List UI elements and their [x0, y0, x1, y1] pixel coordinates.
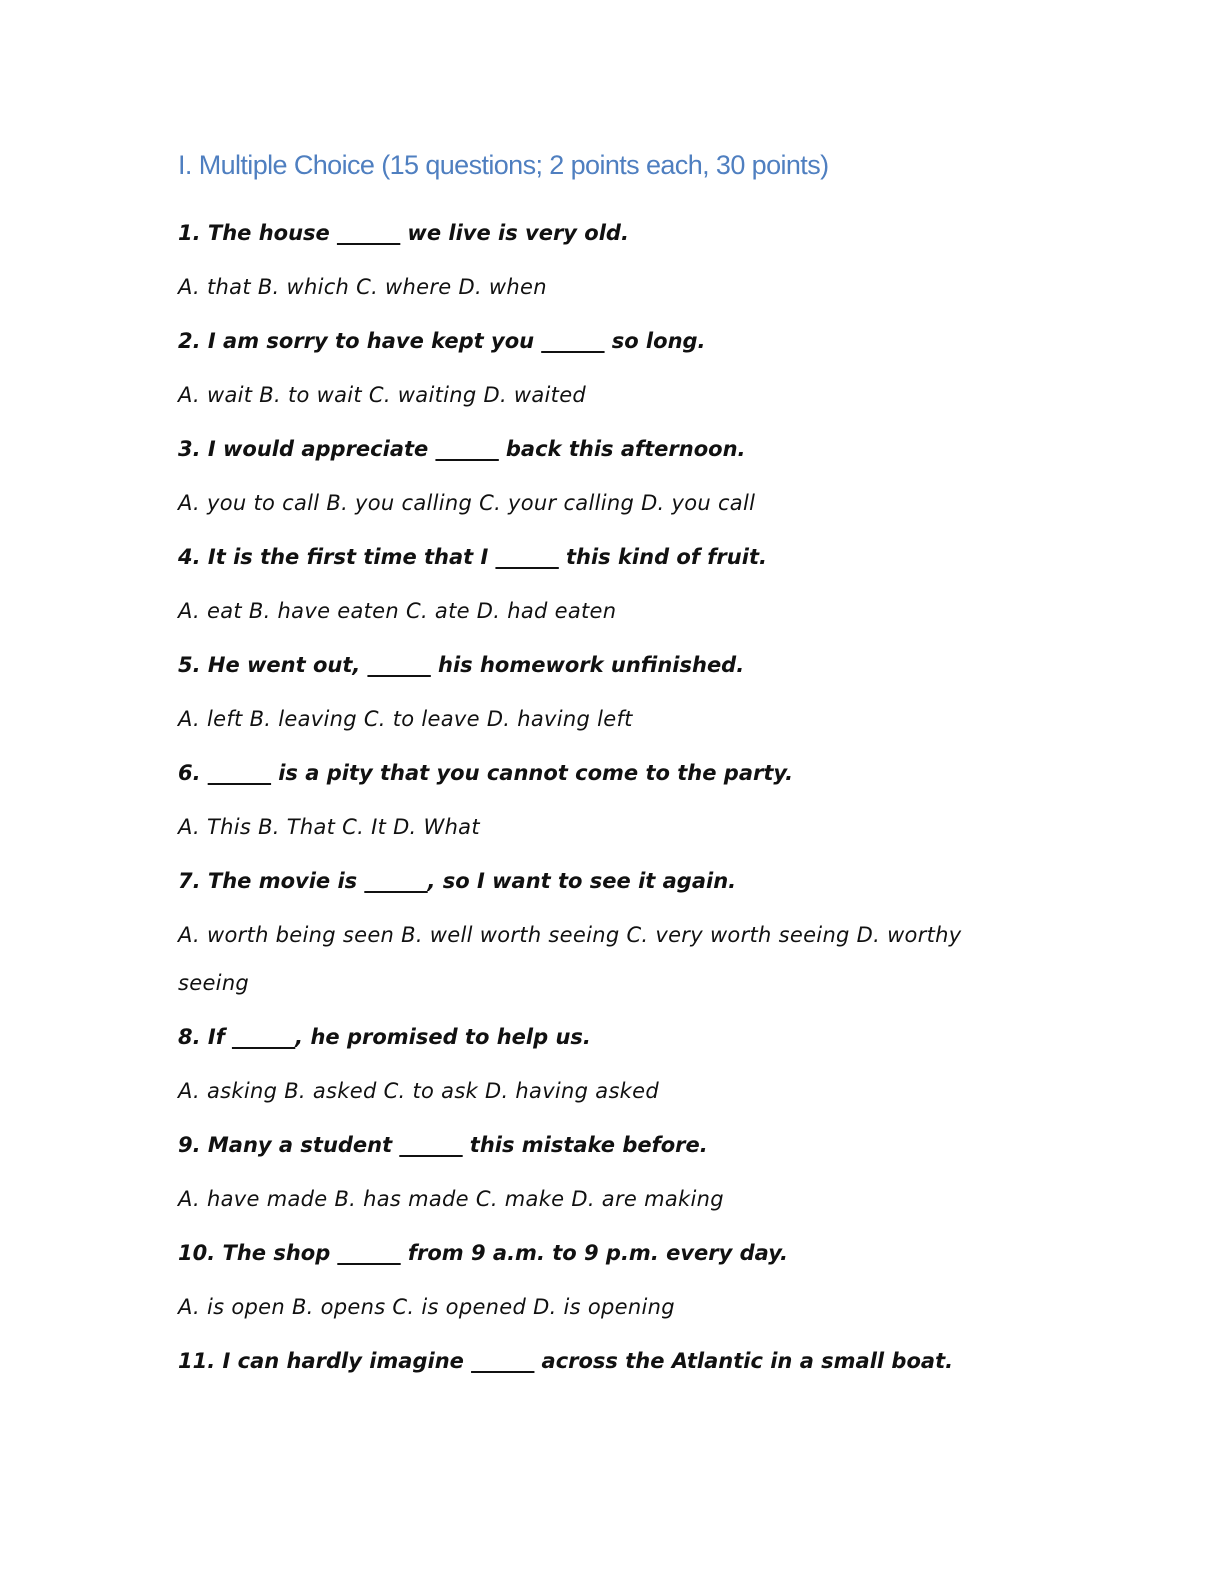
question-stem: 8. If ______, he promised to help us. [178, 1025, 591, 1049]
answer-choices: A. left B. leaving C. to leave D. having left [178, 707, 633, 731]
question-stem: 3. I would appreciate ______ back this afternoon. [178, 437, 746, 461]
answer-choices: A. is open B. opens C. is opened D. is opening [178, 1295, 675, 1319]
question-stem: 1. The house ______ we live is very old. [178, 221, 629, 245]
question-stem: 9. Many a student ______ this mistake before. [178, 1133, 708, 1157]
question-stem: 10. The shop ______ from 9 a.m. to 9 p.m. every day. [178, 1241, 788, 1265]
question-stem: 4. It is the first time that I ______ this kind of fruit. [178, 545, 767, 569]
answer-choices: A. eat B. have eaten C. ate D. had eaten [178, 599, 617, 623]
question-stem: 5. He went out, ______ his homework unfinished. [178, 653, 745, 677]
question-stem: 11. I can hardly imagine ______ across the Atlantic in a small boat. [178, 1349, 954, 1373]
question-list [178, 206, 1038, 1388]
question-stem: 2. I am sorry to have kept you ______ so long. [178, 329, 706, 353]
answer-choices: A. have made B. has made C. make D. are making [178, 1187, 724, 1211]
section-heading: I. Multiple Choice (15 questions; 2 points each, 30 points) [178, 150, 829, 180]
question-stem: 7. The movie is ______, so I want to see it again. [178, 869, 737, 893]
answer-choices: A. asking B. asked C. to ask D. having asked [178, 1079, 659, 1103]
question-stem: 6. ______ is a pity that you cannot come to the party. [178, 761, 794, 785]
answer-choices: A. worth being seen B. well worth seeing C. very worth seeing D. worthy seeing [178, 923, 962, 995]
answer-choices: A. that B. which C. where D. when [178, 275, 547, 299]
answer-choices: A. This B. That C. It D. What [178, 815, 480, 839]
answer-choices: A. you to call B. you calling C. your calling D. you call [178, 491, 756, 515]
answer-choices: A. wait B. to wait C. waiting D. waited [178, 383, 587, 407]
